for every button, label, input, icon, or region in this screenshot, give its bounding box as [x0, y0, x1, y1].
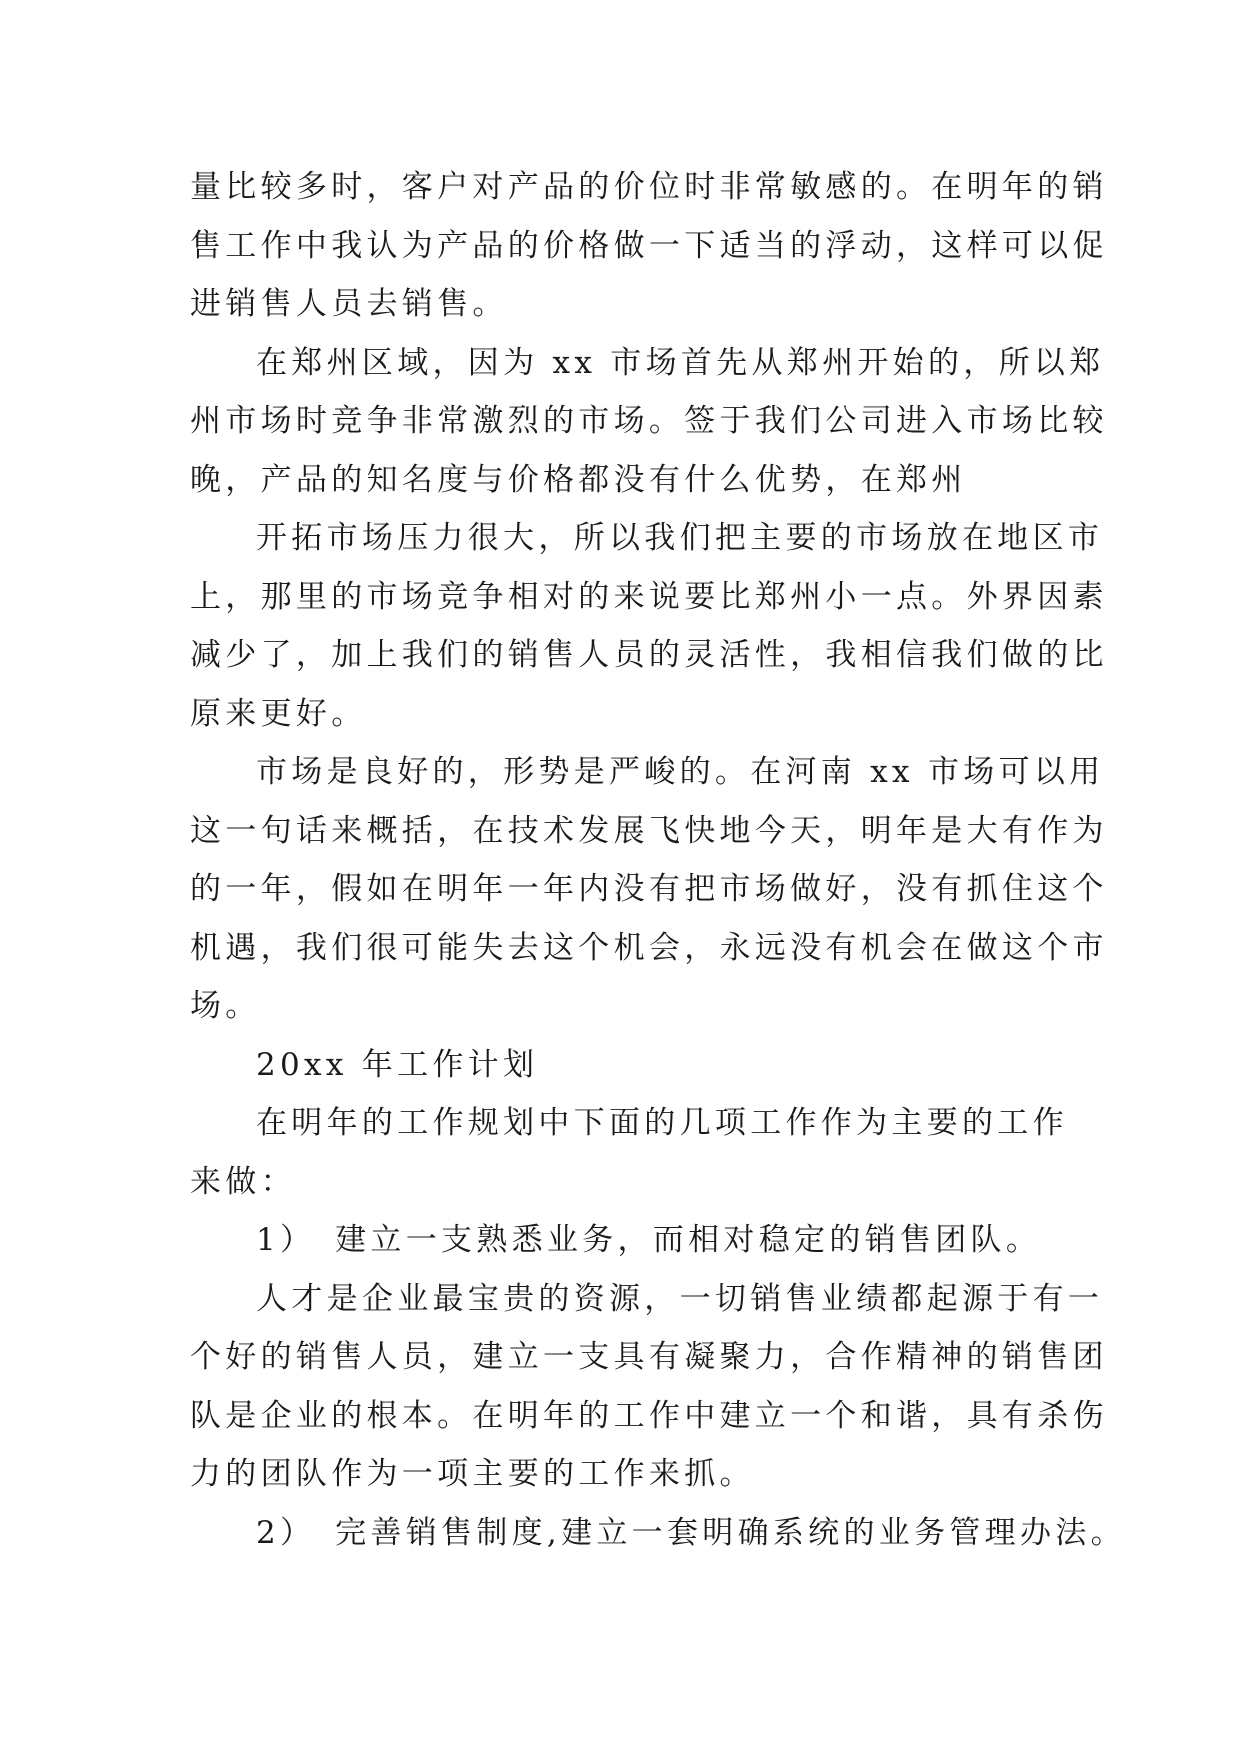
text-line: 场。 [190, 988, 261, 1024]
text-line: 原来更好。 [190, 695, 367, 732]
text-line: 市场是良好的，形势是严峻的。在河南 xx 市场可以用 [256, 754, 1105, 790]
text-line: 进销售人员去销售。 [190, 286, 508, 322]
text-line: 机遇，我们很可能失去这个机会，永远没有机会在做这个市 [190, 929, 1108, 966]
text-line: 售工作中我认为产品的价格做一下适当的浮动，这样可以促 [190, 227, 1108, 264]
text-line: 1） 建立一支熟悉业务，而相对稳定的销售团队。 [256, 1222, 1042, 1258]
text-line: 人才是企业最宝贵的资源，一切销售业绩都起源于有一 [256, 1280, 1104, 1317]
text-line: 在明年的工作规划中下面的几项工作作为主要的工作 [256, 1105, 1068, 1141]
text-line: 的一年，假如在明年一年内没有把市场做好，没有抓住这个 [190, 871, 1108, 907]
text-line: 队是企业的根本。在明年的工作中建立一个和谐，具有杀伤 [190, 1397, 1108, 1434]
text-line: 州市场时竞争非常激烈的市场。签于我们公司进入市场比较 [190, 403, 1108, 439]
document-body [190, 158, 1126, 1562]
text-line: 个好的销售人员，建立一支具有凝聚力，合作精神的销售团 [190, 1339, 1108, 1375]
text-line: 晚，产品的知名度与价格都没有什么优势，在郑州 [190, 461, 967, 498]
text-line: 减少了，加上我们的销售人员的灵活性，我相信我们做的比 [190, 637, 1108, 673]
text-line: 这一句话来概括，在技术发展飞快地今天，明年是大有作为 [190, 812, 1108, 849]
text-line: 在郑州区域，因为 xx 市场首先从郑州开始的，所以郑 [256, 344, 1105, 381]
text-line: 开拓市场压力很大，所以我们把主要的市场放在地区市 [256, 520, 1104, 556]
text-line: 上，那里的市场竞争相对的来说要比郑州小一点。外界因素 [190, 578, 1108, 615]
text-line: 2） 完善销售制度,建立一套明确系统的业务管理办法。 [256, 1514, 1126, 1551]
text-line: 量比较多时，客户对产品的价位时非常敏感的。在明年的销 [190, 169, 1108, 205]
text-line: 来做： [190, 1163, 296, 1200]
text-line: 力的团队作为一项主要的工作来抓。 [190, 1456, 755, 1492]
text-line: 20xx 年工作计划 [256, 1046, 539, 1083]
